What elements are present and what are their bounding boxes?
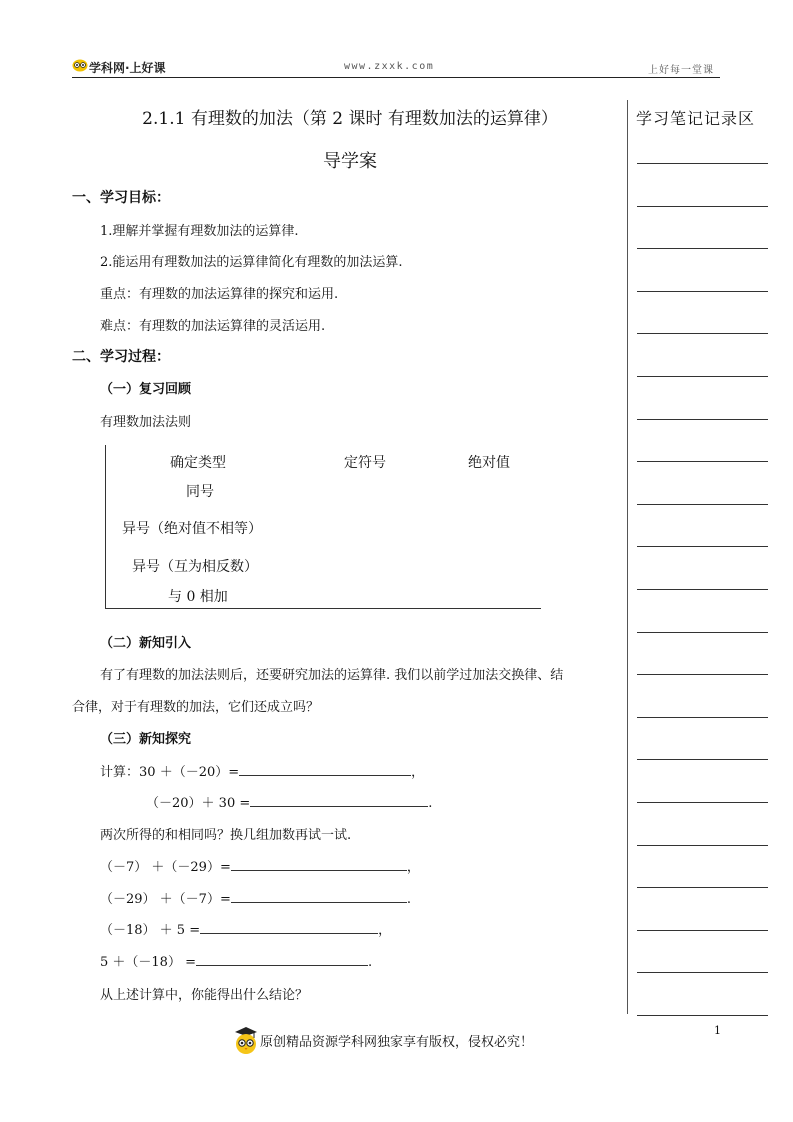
answer-blank[interactable] <box>239 763 411 776</box>
calc-expression: （－29） ＋（－7）= <box>100 892 231 907</box>
calc-expression: （－7） ＋（－29）= <box>100 860 231 875</box>
note-line[interactable] <box>637 717 768 718</box>
review-intro: 有理数加法法则 <box>100 415 192 430</box>
table-header-sign: 定符号 <box>344 455 386 471</box>
calc-expression: （－18） ＋ 5 = <box>100 923 201 938</box>
note-line[interactable] <box>637 887 768 888</box>
owl-mascot-icon <box>232 1024 260 1054</box>
calc-line <box>100 888 411 907</box>
question-same-sum: 两次所得的和相同吗？换几组加数再试一试. <box>100 828 352 843</box>
goal-item: 2.能运用有理数加法的运算律简化有理数的加法运算. <box>100 255 403 270</box>
difficult-point: 难点：有理数的加法运算律的灵活运用. <box>100 319 326 334</box>
note-line[interactable] <box>637 674 768 675</box>
punct: ， <box>378 923 392 938</box>
answer-blank[interactable] <box>200 921 378 934</box>
site-url[interactable]: www.zxxk.com <box>344 61 435 72</box>
note-line[interactable] <box>637 1015 768 1016</box>
calc-expression: （－20）＋ 30 = <box>146 796 251 811</box>
table-bottom-border <box>105 608 541 609</box>
table-header-type: 确定类型 <box>170 455 226 471</box>
notes-title: 学习笔记记录区 <box>636 109 756 128</box>
page-subtitle: 导学案 <box>323 151 377 172</box>
answer-blank[interactable] <box>250 794 428 807</box>
subheading-explore: （三）新知探究 <box>100 732 192 747</box>
side-divider <box>627 100 628 1014</box>
intro-paragraph-line: 有了有理数的加法法则后，还要研究加法的运算律. 我们以前学过加法交换律、结 <box>100 668 564 683</box>
table-left-border <box>105 445 106 609</box>
calc-line <box>100 761 424 780</box>
calc-expression: 30 ＋（－20）= <box>139 765 240 780</box>
note-line[interactable] <box>637 206 768 207</box>
note-line[interactable] <box>637 163 768 164</box>
table-header-abs: 绝对值 <box>468 455 510 471</box>
owl-logo-icon <box>72 58 88 72</box>
note-line[interactable] <box>637 972 768 973</box>
note-line[interactable] <box>637 845 768 846</box>
answer-blank[interactable] <box>196 953 368 966</box>
note-line[interactable] <box>637 546 768 547</box>
calc-line <box>100 856 420 875</box>
note-line[interactable] <box>637 461 768 462</box>
table-row-label: 同号 <box>186 484 214 500</box>
slogan: 上好每一堂课 <box>648 65 714 76</box>
subheading-new-knowledge: （二）新知引入 <box>100 636 192 651</box>
note-line[interactable] <box>637 333 768 334</box>
brand-name: 学科网·上好课 <box>89 61 166 75</box>
page-title: 2.1.1 有理数的加法（第 2 课时 有理数加法的运算律） <box>142 109 558 129</box>
punct: . <box>428 796 433 811</box>
calc-line <box>146 792 432 811</box>
key-point: 重点：有理数的加法运算律的探究和运用. <box>100 287 339 302</box>
note-line[interactable] <box>637 291 768 292</box>
section-heading-goals: 一、学习目标： <box>72 190 170 206</box>
punct: . <box>367 955 373 970</box>
note-line[interactable] <box>637 759 768 760</box>
calc-prefix: 计算： <box>100 765 140 780</box>
goal-item: 1.理解并掌握有理数加法的运算律. <box>100 224 299 239</box>
header-divider <box>72 77 720 78</box>
section-heading-process: 二、学习过程： <box>72 349 170 365</box>
note-line[interactable] <box>637 802 768 803</box>
copyright-notice: 原创精品资源学科网独家享有版权，侵权必究！ <box>260 1035 534 1050</box>
note-line[interactable] <box>637 632 768 633</box>
calc-line <box>100 919 391 938</box>
answer-blank[interactable] <box>231 890 407 903</box>
note-line[interactable] <box>637 930 768 931</box>
note-line[interactable] <box>637 504 768 505</box>
punct: ， <box>411 765 425 780</box>
calc-expression: 5 ＋（－18） = <box>100 955 196 970</box>
subheading-review: （一）复习回顾 <box>100 382 192 397</box>
question-conclusion: 从上述计算中，你能得出什么结论？ <box>100 988 309 1003</box>
punct: . <box>406 892 411 907</box>
table-row-label: 与 0 相加 <box>168 589 228 605</box>
note-line[interactable] <box>637 376 768 377</box>
table-row-label: 异号（互为相反数） <box>132 559 258 575</box>
intro-paragraph-line: 合律，对于有理数的加法，它们还成立吗？ <box>72 700 320 715</box>
note-line[interactable] <box>637 248 768 249</box>
note-line[interactable] <box>637 589 768 590</box>
calc-line <box>100 951 372 970</box>
note-line[interactable] <box>637 419 768 420</box>
table-row-label: 异号（绝对值不相等） <box>122 521 262 537</box>
page-number: 1 <box>714 1024 721 1037</box>
answer-blank[interactable] <box>231 858 407 871</box>
punct: ， <box>406 860 420 875</box>
